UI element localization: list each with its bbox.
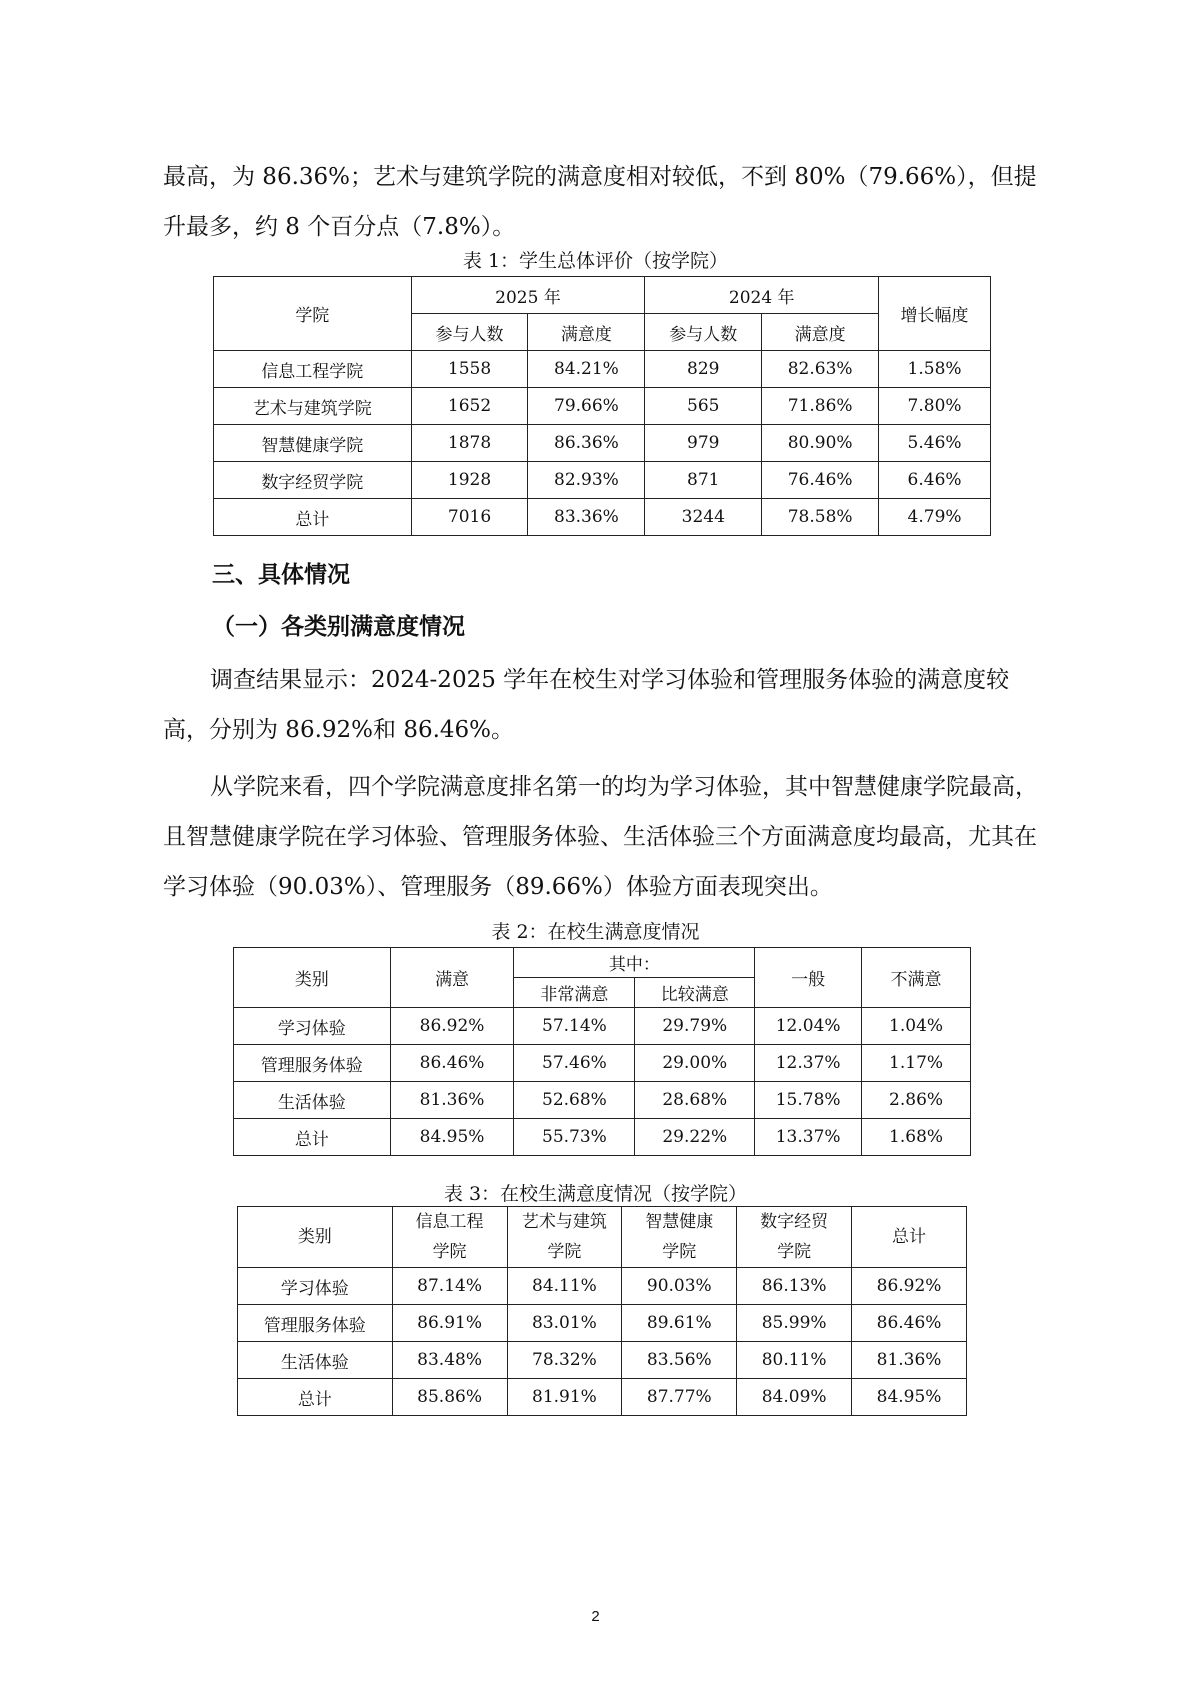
paragraph-line: 最高，为 86.36%；艺术与建筑学院的满意度相对较低，不到 80%（79.66%），但提 — [163, 164, 1037, 190]
table-cell: 7.80% — [879, 388, 991, 425]
table-cell: 84.21% — [528, 351, 645, 388]
header-category: 类别 — [234, 948, 391, 1008]
row-label-cell: 管理服务体验 — [234, 1045, 391, 1082]
table-cell: 3244 — [645, 499, 762, 536]
table-row — [214, 462, 991, 499]
table-cell: 81.36% — [852, 1342, 967, 1379]
table-cell: 89.61% — [622, 1305, 737, 1342]
table-row — [214, 388, 991, 425]
row-label-cell: 学习体验 — [238, 1268, 393, 1305]
row-label-cell: 管理服务体验 — [238, 1305, 393, 1342]
table-cell: 83.01% — [507, 1305, 622, 1342]
table-header-row — [234, 948, 971, 978]
table1-caption: 表 1：学生总体评价（按学院） — [462, 250, 729, 272]
table-cell: 81.36% — [390, 1082, 514, 1119]
table-cell: 1.58% — [879, 351, 991, 388]
table-row — [214, 425, 991, 462]
table-cell: 82.63% — [762, 351, 879, 388]
table-cell: 85.86% — [392, 1379, 507, 1416]
table2-caption: 表 2：在校生满意度情况 — [491, 921, 700, 943]
table1-body — [214, 351, 991, 536]
row-label-cell: 数字经贸学院 — [214, 462, 412, 499]
table-cell: 57.46% — [514, 1045, 635, 1082]
table-cell: 78.32% — [507, 1342, 622, 1379]
table-cell: 55.73% — [514, 1119, 635, 1156]
header-category: 类别 — [238, 1207, 393, 1268]
table-cell: 29.79% — [635, 1008, 755, 1045]
paragraph-survey-result: 调查结果显示：2024-2025 学年在校生对学习体验和管理服务体验的满意度较高，分别为 86.92%和 86.46%。 — [163, 667, 1010, 743]
header-neutral: 一般 — [755, 948, 862, 1008]
header-fairly-satisfied: 比较满意 — [635, 978, 755, 1008]
table-cell: 90.03% — [622, 1268, 737, 1305]
table-cell: 979 — [645, 425, 762, 462]
row-label-cell: 信息工程学院 — [214, 351, 412, 388]
table-cell: 1928 — [411, 462, 528, 499]
table-cell: 79.66% — [528, 388, 645, 425]
table-cell: 6.46% — [879, 462, 991, 499]
header-2025: 2025 年 — [411, 277, 645, 314]
row-label-cell: 智慧健康学院 — [214, 425, 412, 462]
table-cell: 83.56% — [622, 1342, 737, 1379]
table-cell: 52.68% — [514, 1082, 635, 1119]
header-count: 参与人数 — [411, 314, 528, 351]
row-label-cell: 生活体验 — [234, 1082, 391, 1119]
row-label-cell: 总计 — [234, 1119, 391, 1156]
table-cell: 81.91% — [507, 1379, 622, 1416]
header-count: 参与人数 — [645, 314, 762, 351]
table-cell: 84.95% — [852, 1379, 967, 1416]
header-college-digital-trade: 数字经贸 学院 — [737, 1207, 852, 1268]
table3 — [237, 1206, 967, 1416]
table-cell: 86.91% — [392, 1305, 507, 1342]
table-cell: 1652 — [411, 388, 528, 425]
table-cell: 4.79% — [879, 499, 991, 536]
table-cell: 829 — [645, 351, 762, 388]
table-header-row — [214, 277, 991, 314]
table-cell: 12.37% — [755, 1045, 862, 1082]
table-cell: 29.22% — [635, 1119, 755, 1156]
paragraph-line: 升最多，约 8 个百分点（7.8%）。 — [163, 214, 516, 240]
table-row — [234, 1045, 971, 1082]
paragraph-college-analysis: 从学院来看，四个学院满意度排名第一的均为学习体验，其中智慧健康学院最高，且智慧健康学院在学习体验、管理服务体验、生活体验三个方面满意度均最高，尤其在学习体验（90.03%）、管理服务（89.66%）体验方面表现突出。 — [163, 774, 1038, 900]
table-header-row — [238, 1207, 967, 1268]
table-cell: 80.90% — [762, 425, 879, 462]
table-cell: 1.68% — [862, 1119, 971, 1156]
header-satisfaction: 满意度 — [528, 314, 645, 351]
table2-body — [234, 1008, 971, 1156]
table-cell: 86.92% — [852, 1268, 967, 1305]
table-row — [238, 1268, 967, 1305]
table-row — [234, 1119, 971, 1156]
table-cell: 13.37% — [755, 1119, 862, 1156]
table-cell: 85.99% — [737, 1305, 852, 1342]
table2 — [233, 947, 971, 1156]
header-satisfied: 满意 — [390, 948, 514, 1008]
table-cell: 82.93% — [528, 462, 645, 499]
table-row — [238, 1305, 967, 1342]
table-row — [238, 1342, 967, 1379]
table-row — [234, 1008, 971, 1045]
header-college: 学院 — [214, 277, 412, 351]
header-total: 总计 — [852, 1207, 967, 1268]
table-cell: 84.95% — [390, 1119, 514, 1156]
header-2024: 2024 年 — [645, 277, 879, 314]
table1 — [213, 276, 991, 536]
header-satisfaction: 满意度 — [762, 314, 879, 351]
table-cell: 83.36% — [528, 499, 645, 536]
table-cell: 83.48% — [392, 1342, 507, 1379]
header-growth: 增长幅度 — [879, 277, 991, 351]
table-cell: 5.46% — [879, 425, 991, 462]
table-row — [214, 499, 991, 536]
table-row — [234, 1082, 971, 1119]
table-cell: 86.46% — [390, 1045, 514, 1082]
table-row — [214, 351, 991, 388]
table-cell: 2.86% — [862, 1082, 971, 1119]
table-cell: 87.14% — [392, 1268, 507, 1305]
table3-body — [238, 1268, 967, 1416]
row-label-cell: 学习体验 — [234, 1008, 391, 1045]
table-cell: 7016 — [411, 499, 528, 536]
row-label-cell: 总计 — [238, 1379, 393, 1416]
table-cell: 80.11% — [737, 1342, 852, 1379]
header-college-info-eng: 信息工程 学院 — [392, 1207, 507, 1268]
header-among: 其中： — [514, 948, 755, 978]
header-college-smart-health: 智慧健康 学院 — [622, 1207, 737, 1268]
table-cell: 565 — [645, 388, 762, 425]
table-cell: 76.46% — [762, 462, 879, 499]
table-row — [238, 1379, 967, 1416]
paragraph-continuation — [163, 152, 1043, 252]
table-cell: 86.46% — [852, 1305, 967, 1342]
table-cell: 871 — [645, 462, 762, 499]
table-cell: 1.04% — [862, 1008, 971, 1045]
row-label-cell: 生活体验 — [238, 1342, 393, 1379]
table-cell: 1558 — [411, 351, 528, 388]
row-label-cell: 艺术与建筑学院 — [214, 388, 412, 425]
table-cell: 57.14% — [514, 1008, 635, 1045]
table-cell: 12.04% — [755, 1008, 862, 1045]
table-cell: 71.86% — [762, 388, 879, 425]
table-cell: 15.78% — [755, 1082, 862, 1119]
table-cell: 29.00% — [635, 1045, 755, 1082]
table-cell: 78.58% — [762, 499, 879, 536]
subsection-heading: （一）各类别满意度情况 — [212, 614, 465, 640]
row-label-cell: 总计 — [214, 499, 412, 536]
table-cell: 86.13% — [737, 1268, 852, 1305]
table-cell: 87.77% — [622, 1379, 737, 1416]
table3-caption: 表 3：在校生满意度情况（按学院） — [443, 1183, 748, 1205]
section-heading: 三、具体情况 — [212, 562, 350, 588]
table-cell: 84.09% — [737, 1379, 852, 1416]
table-cell: 1878 — [411, 425, 528, 462]
page-number: 2 — [591, 1608, 600, 1625]
table-cell: 28.68% — [635, 1082, 755, 1119]
header-college-art-arch: 艺术与建筑 学院 — [507, 1207, 622, 1268]
table-cell: 1.17% — [862, 1045, 971, 1082]
table-cell: 84.11% — [507, 1268, 622, 1305]
header-unsatisfied: 不满意 — [862, 948, 971, 1008]
table-cell: 86.36% — [528, 425, 645, 462]
header-very-satisfied: 非常满意 — [514, 978, 635, 1008]
table-cell: 86.92% — [390, 1008, 514, 1045]
